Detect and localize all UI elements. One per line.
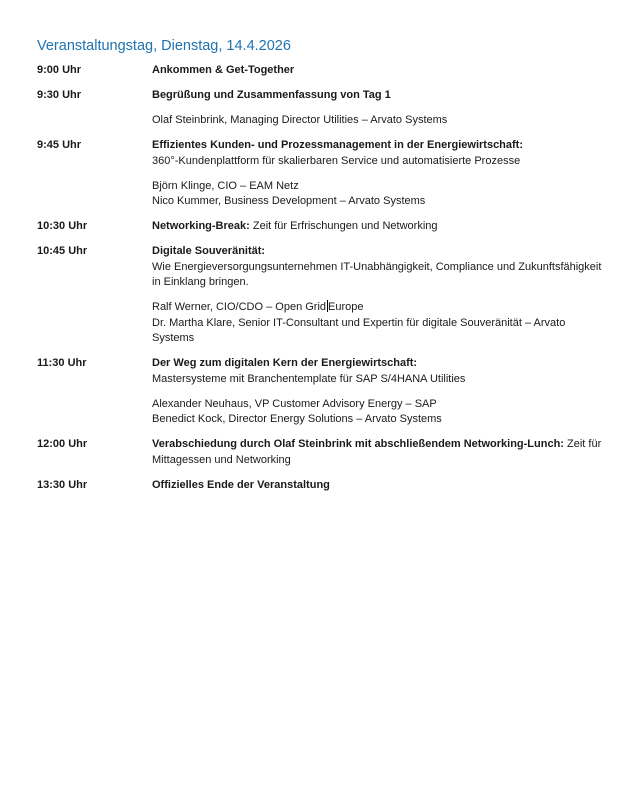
agenda-subtitle: 360°-Kundenplattform für skalierbaren Service und automatisierte Prozesse — [152, 154, 521, 167]
agenda-title: Digitale Souveränität: — [152, 245, 266, 257]
agenda-time: 10:45 Uhr — [37, 245, 88, 257]
agenda-item — [37, 219, 607, 235]
document-page[interactable] — [37, 38, 607, 503]
agenda-title: Networking-Break: — [152, 220, 250, 232]
agenda-speakers — [37, 113, 607, 129]
agenda-title: Ankommen & Get-Together — [152, 64, 295, 76]
agenda-title-suffix: Zeit für Erfrischungen und Networking — [249, 220, 438, 232]
agenda-time: 11:30 Uhr — [37, 357, 87, 369]
agenda-title: Der Weg zum digitalen Kern der Energiewirtschaft: — [152, 357, 418, 369]
speaker: Ralf Werner, CIO/CDO – Open Grid Europe — [152, 301, 364, 313]
day-heading: Veranstaltungstag, Dienstag, 14.4.2026 — [37, 38, 291, 54]
agenda-time: 13:30 Uhr — [37, 478, 88, 491]
agenda-title: Effizientes Kunden- und Prozessmanagement in der Energiewirtschaft: — [152, 139, 524, 151]
speaker: Benedict Kock, Director Energy Solutions – Arvato Systems — [152, 413, 442, 425]
speaker: Dr. Martha Klare, Senior IT-Consultant und Expertin für digitale Souveränität – Arvato Systems — [152, 316, 566, 344]
speaker: Björn Klinge, CIO – EAM Netz — [152, 179, 299, 192]
agenda-item — [37, 88, 607, 104]
agenda-subtitle: Wie Energieversorgungsunternehmen IT-Unabhängigkeit, Compliance und Zukunftsfähigkeit in Einklang bringen. — [152, 260, 602, 288]
agenda-title: Offizielles Ende der Veranstaltung — [152, 478, 330, 491]
agenda-item — [37, 244, 607, 291]
agenda-time: 10:30 Uhr — [37, 220, 88, 232]
agenda-item — [37, 356, 607, 387]
agenda-time: 9:45 Uhr — [37, 139, 82, 151]
agenda-speakers — [37, 300, 607, 347]
agenda-item — [37, 478, 607, 494]
agenda-speakers — [37, 179, 607, 210]
speaker: Alexander Neuhaus, VP Customer Advisory Energy – SAP — [152, 397, 437, 410]
agenda-item — [37, 63, 607, 79]
agenda-item — [37, 138, 607, 169]
agenda-subtitle: Mastersysteme mit Branchentemplate für SAP S/4HANA Utilities — [152, 372, 466, 385]
agenda-item — [37, 437, 607, 468]
speaker: Olaf Steinbrink, Managing Director Utilities – Arvato Systems — [152, 114, 448, 126]
agenda-title-suffix: Zeit für Mittagessen und Networking — [152, 438, 602, 466]
agenda-title: Verabschiedung durch Olaf Steinbrink mit abschließendem Networking-Lunch: — [152, 438, 564, 450]
agenda-time: 9:30 Uhr — [37, 89, 82, 101]
agenda-time: 12:00 Uhr — [37, 438, 88, 450]
speaker: Nico Kummer, Business Development – Arvato Systems — [152, 195, 426, 207]
agenda-time: 9:00 Uhr — [37, 64, 82, 76]
agenda-speakers — [37, 397, 607, 428]
agenda-title: Begrüßung und Zusammenfassung von Tag 1 — [152, 89, 391, 101]
